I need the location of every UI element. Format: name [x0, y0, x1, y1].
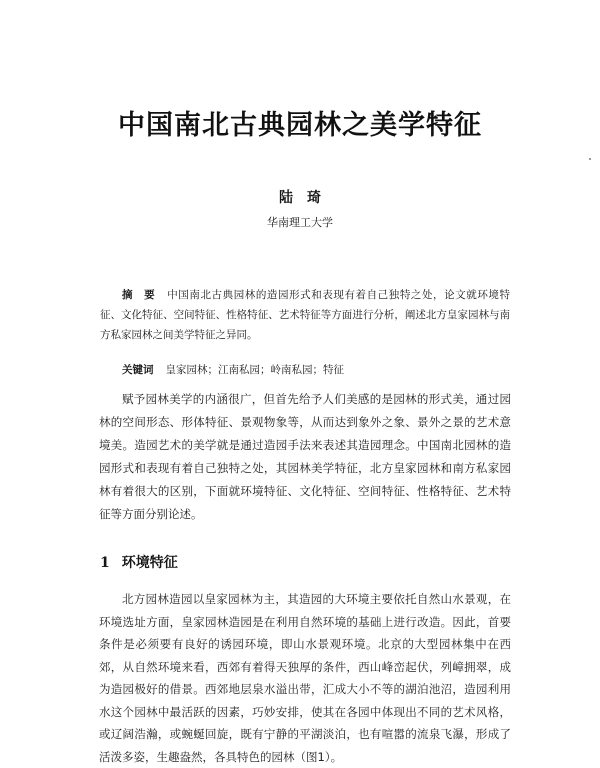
abstract	[100, 285, 510, 345]
section-paragraph: 北方园林造园以皇家园林为主，其造园的大环境主要依托自然山水景观，在环境选址方面，皇家园林造园是在利用自然环境的基础上进行改造。因此，首要条件是必须要有良好的诱园环境，即山水景观环境。北京的大型园林集中在西郊，从自然环境来看，西郊有着得天独厚的条件，西山峰峦起伏，列嶂拥翠，成为造园极好的借景。西郊地层泉水溢出带，汇成大小不等的湖泊池沼，造园利用水这个园林中最活跃的因素，巧妙安排，使其在各园中体现出不同的艺术风格，或辽阔浩瀚，或蜿蜒回旋，既有宁静的平湖淡泊，也有喧嚣的流泉飞瀑，形成了活泼多姿，生趣盎然，各具特色的园林（图1）。	[99, 592, 511, 764]
section-number: 1	[100, 555, 110, 571]
intro-paragraph: 赋予园林美学的内涵很广，但首先给予人们美感的是园林的形式美，通过园林的空间形态、形体特征、景观物象等，从而达到象外之象、景外之景的艺术意境美。造园艺术的美学就是通过造园手法来表述其造园理念。中国南北园林的造园形式和表现有着自己独特之处，其园林美学特征，北方皇家园林和南方私家园林有着很大的区别，下面就环境特征、文化特征、空间特征、性格特征、艺术特征等方面分别论述。	[99, 392, 511, 521]
author-affiliation: 华南理工大学	[267, 216, 333, 229]
keywords	[100, 360, 510, 380]
scan-speck	[589, 158, 591, 160]
abstract-text: 中国南北古典园林的造园形式和表现有着自己独特之处，论文就环境特征、文化特征、空间特征、性格特征、艺术特征等方面进行分析，阐述北方皇家园林与南方私家园林之间美学特征之异同。	[100, 289, 511, 341]
abstract-label: 摘 要	[122, 289, 156, 301]
section-heading	[100, 552, 178, 572]
keywords-text: 皇家园林；江南私园；岭南私园；特征	[165, 364, 344, 376]
section-title: 环境特征	[121, 555, 178, 571]
paper-title: 中国南北古典园林之美学特征	[118, 110, 482, 141]
author-name: 陆琦	[279, 190, 335, 206]
keywords-label: 关键词	[122, 364, 154, 376]
